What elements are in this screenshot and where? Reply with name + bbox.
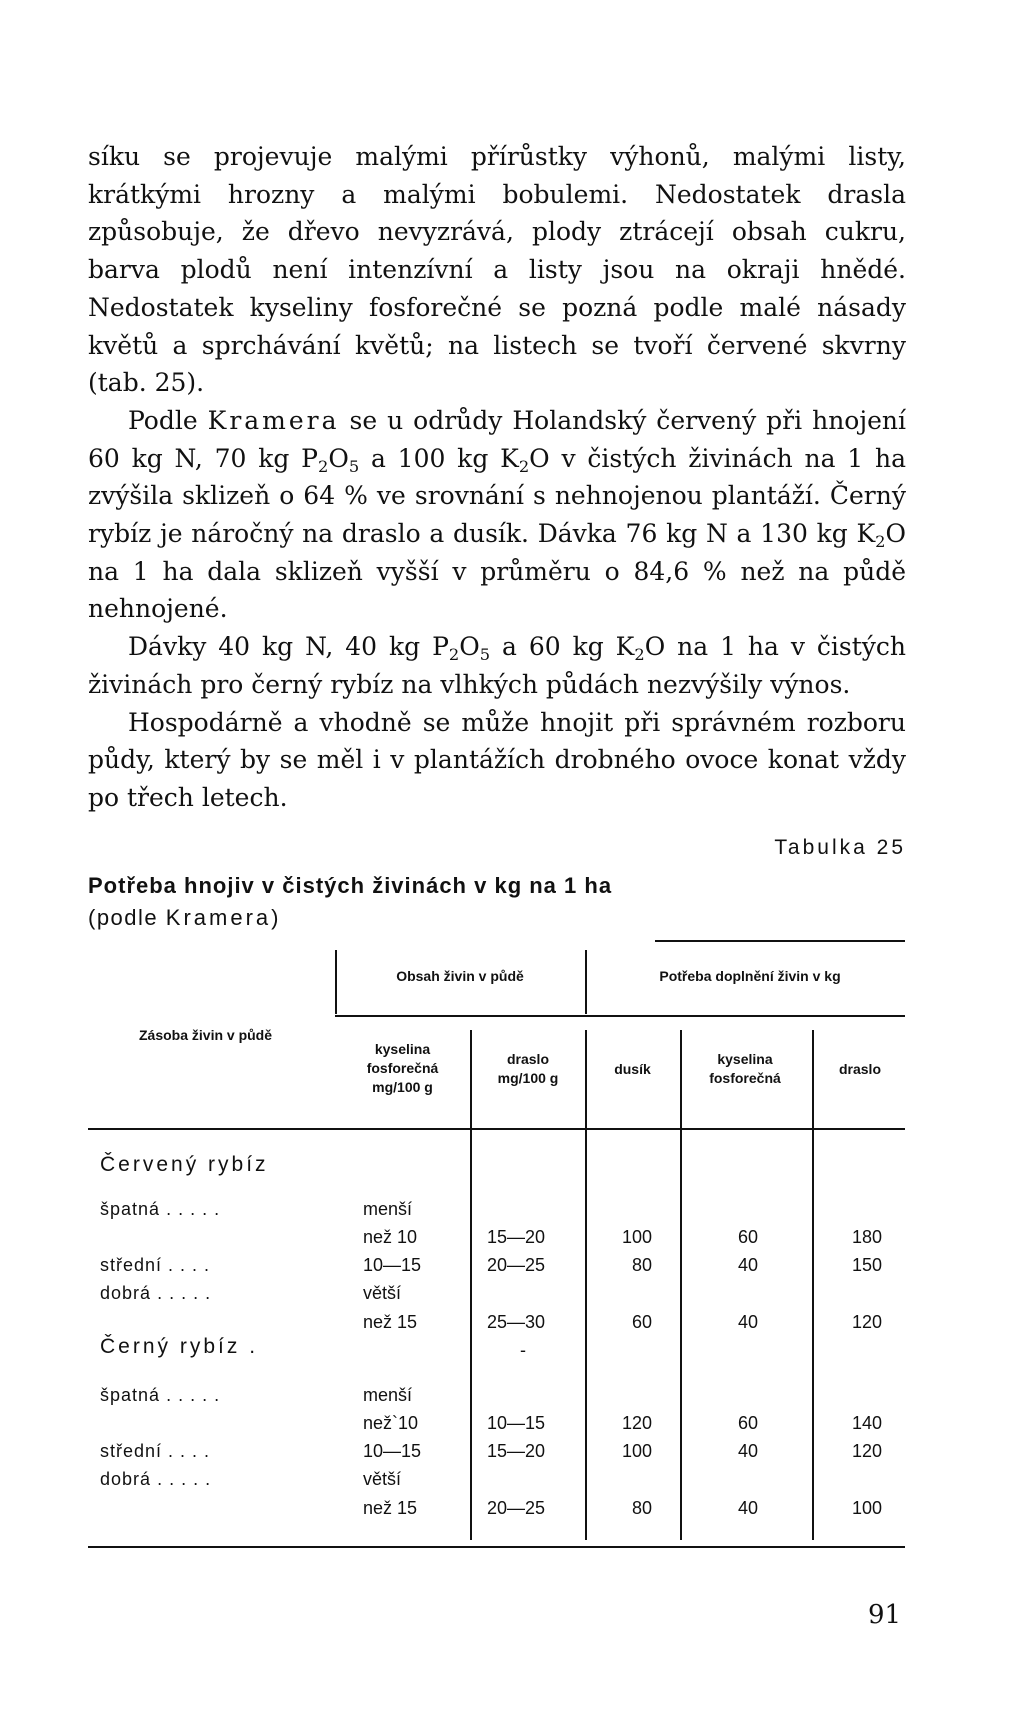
subscript: 2 — [317, 456, 329, 476]
cell-potash-need: 100 — [851, 1498, 882, 1518]
cell-potash-soil: 20—25 — [487, 1255, 546, 1275]
p2-text-e: O v čistých živinách na 1 ha zvýšila sklizeň o 64 % ve srovnání s nehnojenou plantáží. Černý rybíz je náročný na draslo a dusík. Dávka 76 kg N a 130 kg K — [88, 443, 906, 549]
rule-table-bottom — [88, 1546, 905, 1548]
header-potash-need: draslo — [838, 1061, 881, 1077]
cell-potash-need: 120 — [851, 1441, 882, 1461]
row-label: dobrá . . . . . — [100, 1469, 212, 1489]
cell-potash-need: 150 — [851, 1255, 882, 1275]
header-phosphoric-soil: kyselina fosforečná mg/100 g — [366, 1041, 439, 1095]
cell-phosphoric-soil: než 15 — [363, 1312, 418, 1332]
subscript: 2 — [518, 456, 530, 476]
cell-phosphoric-need: 60 — [737, 1413, 758, 1433]
row-label: špatná . . . . . — [100, 1199, 221, 1219]
cell-potash-soil: 20—25 — [487, 1498, 546, 1518]
dash-mark: - — [520, 1340, 526, 1360]
p2-text-c: se u odrůdy Holandský červený při hnojení 60 kg N, 70 kg P — [88, 405, 906, 473]
cell-potash-need: 180 — [851, 1227, 882, 1247]
cell-phosphoric-need: 60 — [737, 1227, 758, 1247]
p3-text-c: O na 1 ha v čistých živinách pro černý rybíz na vlhkých půdách nezvýšily výnos. — [88, 632, 907, 699]
header-nitrogen: dusík — [614, 1061, 651, 1077]
cell-phosphoric-soil: než 10 — [363, 1227, 418, 1247]
subscript: 2 — [448, 645, 460, 665]
cell-nitrogen: 120 — [621, 1413, 652, 1433]
col-divider-3 — [470, 1030, 472, 1540]
cell-nitrogen: 100 — [621, 1441, 652, 1461]
cell-potash-soil: 15—20 — [487, 1441, 546, 1461]
subscript: 5 — [348, 456, 360, 476]
table-title — [88, 870, 612, 934]
cell-potash-soil: 15—20 — [487, 1227, 546, 1247]
col-divider-2 — [585, 950, 587, 1014]
page-number: 91 — [868, 1600, 902, 1630]
subscript: 5 — [479, 645, 491, 665]
row-label: špatná . . . . . — [100, 1385, 221, 1405]
header-soil-content: Obsah živin v půdě — [396, 968, 524, 984]
chem-symbol: O — [459, 632, 480, 662]
p3-text-b: a 60 kg K — [490, 632, 635, 662]
row-label: střední . . . . — [100, 1441, 211, 1461]
paragraph-2 — [88, 402, 906, 628]
cell-phosphoric-soil: větší — [363, 1469, 402, 1489]
cell-phosphoric-need: 40 — [737, 1312, 758, 1332]
cell-nitrogen: 100 — [621, 1227, 652, 1247]
col-divider-4 — [585, 1030, 587, 1540]
body-text — [88, 138, 906, 817]
p2-text-d: a 100 kg K — [359, 443, 519, 473]
table-title-main: Potřeba hnojiv v čistých živinách v kg na 1 ha — [88, 873, 613, 898]
cell-nitrogen: 80 — [631, 1255, 652, 1275]
cell-phosphoric-soil: menší — [363, 1385, 413, 1405]
cell-phosphoric-need: 40 — [737, 1441, 758, 1461]
subscript: 2 — [634, 645, 645, 665]
cell-potash-need: 140 — [851, 1413, 882, 1433]
cell-phosphoric-need: 40 — [737, 1498, 758, 1518]
cell-phosphoric-soil: než 15 — [363, 1498, 418, 1518]
subscript: 2 — [875, 531, 886, 551]
cell-phosphoric-soil: větší — [363, 1283, 402, 1303]
chem-symbol: O — [328, 443, 349, 473]
group-heading-red-currant: Červený rybíz — [100, 1153, 269, 1176]
table-label: Tabulka 25 — [774, 836, 906, 859]
cell-phosphoric-soil: 10—15 — [363, 1441, 422, 1461]
row-label: dobrá . . . . . — [100, 1283, 212, 1303]
cell-phosphoric-need: 40 — [737, 1255, 758, 1275]
col-divider-5 — [680, 1030, 682, 1540]
cell-potash-soil: 10—15 — [487, 1413, 546, 1433]
col-divider-1 — [335, 950, 337, 1014]
p2-text-f: O na 1 ha dala sklizeň vyšší v průměru o 84,6 % než na půdě nehnojené. — [88, 519, 906, 624]
rule-header-mid — [335, 1015, 905, 1017]
rule-header-bottom — [88, 1128, 905, 1130]
cell-phosphoric-soil: menší — [363, 1199, 413, 1219]
group-heading-black-currant: Černý rybíz . — [100, 1335, 259, 1358]
author-name: Kramera — [207, 405, 340, 435]
cell-potash-need: 120 — [851, 1312, 882, 1332]
cell-nitrogen: 80 — [631, 1498, 652, 1518]
cell-potash-soil: 25—30 — [487, 1312, 546, 1332]
header-nutrient-need: Potřeba doplnění živin v kg — [659, 968, 841, 984]
header-soil-reserve: Zásoba živin v půdě — [138, 1027, 273, 1043]
cell-phosphoric-soil: 10—15 — [363, 1255, 422, 1275]
rule-top-right — [655, 940, 905, 942]
paragraph-1: síku se projevuje malými přírůstky výhonů, malými listy, krátkými hrozny a malými bobulemi. Nedostatek drasla způsobuje, že dřevo nevyzrává, plody ztrácejí obsah cukru, barva plodů není intenzívní a listy jsou na okraji hnědé. Nedostatek kyseliny fosforečné se pozná podle malé násady květů a sprchávání květů; na listech se tvoří červené skvrny (tab. 25). — [88, 142, 906, 398]
p2-text-a: Podle — [128, 405, 208, 435]
cell-phosphoric-soil: než`10 — [363, 1413, 419, 1433]
paragraph-4: Hospodárně a vhodně se může hnojit při správném rozboru půdy, který by se měl i v plantážích drobného ovoce konat vždy po třech letech. — [88, 707, 906, 812]
p3-text-a: Dávky 40 kg N, 40 kg P — [128, 632, 449, 662]
row-label: střední . . . . — [100, 1255, 211, 1275]
col-divider-6 — [812, 1030, 814, 1540]
paragraph-3 — [88, 628, 906, 703]
cell-nitrogen: 60 — [631, 1312, 652, 1332]
header-potash-soil: draslo mg/100 g — [497, 1051, 559, 1086]
table-subtitle: (podle Kramera) — [88, 905, 280, 930]
header-phosphoric-need: kyselina fosforečná — [709, 1051, 781, 1086]
